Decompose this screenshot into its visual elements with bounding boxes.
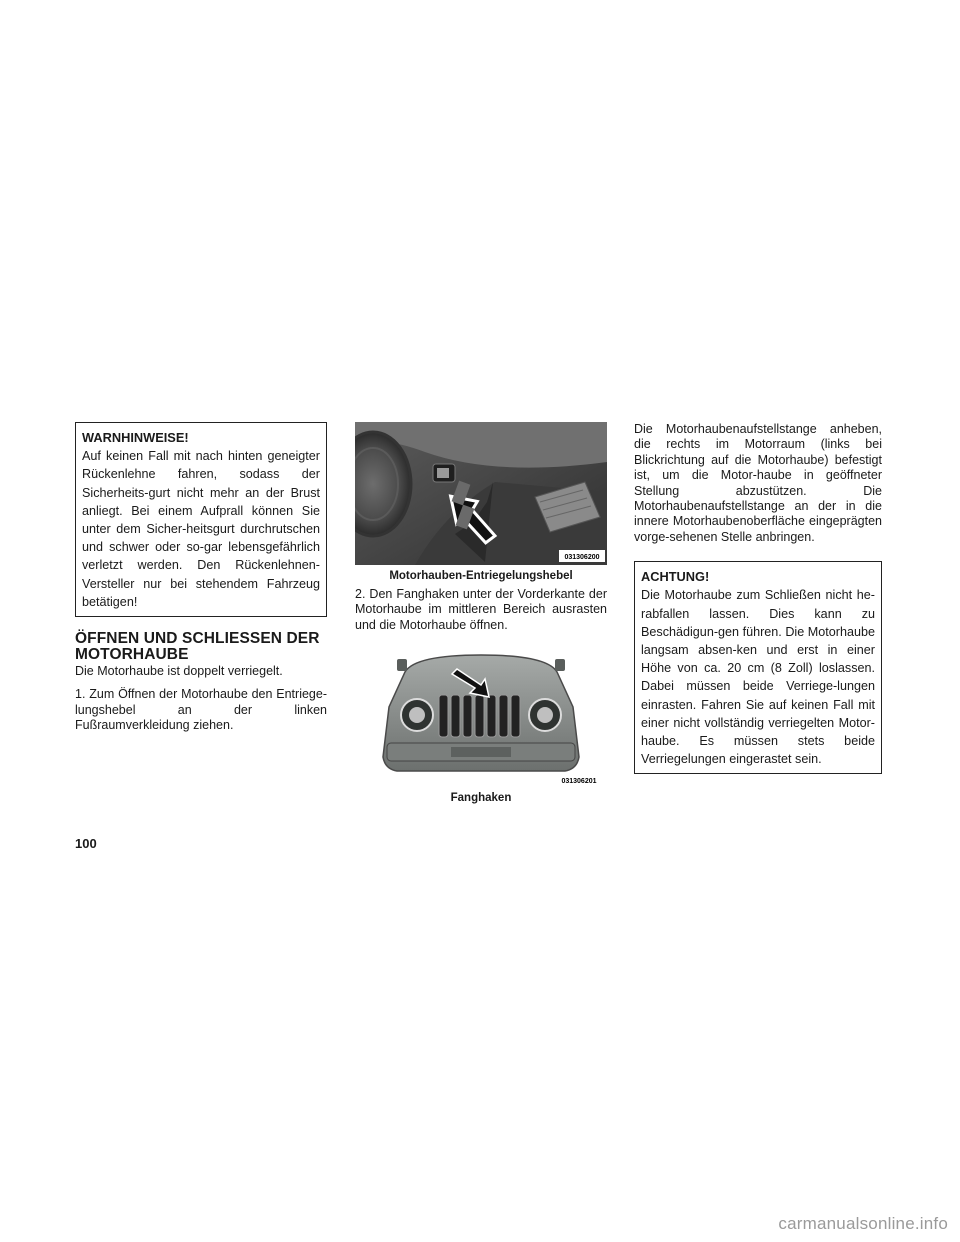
step-2-paragraph: 2. Den Fanghaken unter der Vorderkante der Motorhaube im mittleren Bereich ausrasten und die Motorhaube öffnen. [355,587,607,632]
hood-release-lever-photo [355,422,607,565]
page-number: 100 [75,836,97,851]
caution-title: ACHTUNG! [641,569,710,585]
figure-1-code: 031306200 [564,554,600,561]
prop-rod-paragraph: Die Motorhaubenaufstellstange anheben, die rechts im Motorraum (links bei Blickrichtung auf die Motorhaube) befestigt ist, um die Motor-haube in geöffneter Stellung abzustützen. Die Motorhaubenaufstellstange an der in die innere Motorhaubenoberfläche eingeprägten vorge-sehenen Stelle anbringen. [634,422,882,544]
warning-box [75,422,327,617]
warning-title: WARNHINWEISE! [82,430,189,445]
figure-2-caption: Fanghaken [450,792,512,805]
right-column [634,422,882,774]
caution-text: Die Motorhaube zum Schließen nicht he-rabfallen lassen. Dies kann zu Beschädigun-gen führen. Die Motorhaube langsam absen-ken und erst in einer Höhe von ca. 20 cm (8 Zoll) loslassen. Dabei müssen beide Verriege-lungen einrasten. Fahren Sie auf keinen Fall mit einer nicht vollständig verriegelten Motor-haube. Es müssen stets beide Verriegelungen eingerastet sein. [641,588,875,767]
left-column [75,422,327,734]
caution-box [634,561,882,774]
hood-safety-catch-photo [355,647,607,789]
figure-1-caption: Motorhauben-Entriegelungshebel [389,570,573,582]
section-heading: ÖFFNEN UND SCHLIESSEN DER MOTORHAUBE [75,630,320,664]
middle-column [355,422,607,804]
warning-text: Auf keinen Fall mit nach hinten geneigter Rückenlehne fahren, sodass der Sicherheits-gurt nicht mehr an der Brust anliegt. Bei einem Aufprall können Sie unter dem Sicher-heitsgurt durchrutschen und schwer oder so-gar lebensgefährlich verletzt werden. Den Rückenlehnen-Versteller nur bei stehendem Fahrzeug betätigen! [82,449,320,609]
step-1-paragraph: 1. Zum Öffnen der Motorhaube den Entriege-lungshebel an der linken Fußraumverkleidung ziehen. [75,687,327,733]
footer-watermark[interactable]: carmanualsonline.info [778,1214,948,1233]
figure-2-code: 031306201 [561,778,597,786]
intro-paragraph: Die Motorhaube ist doppelt verriegelt. [75,664,283,679]
